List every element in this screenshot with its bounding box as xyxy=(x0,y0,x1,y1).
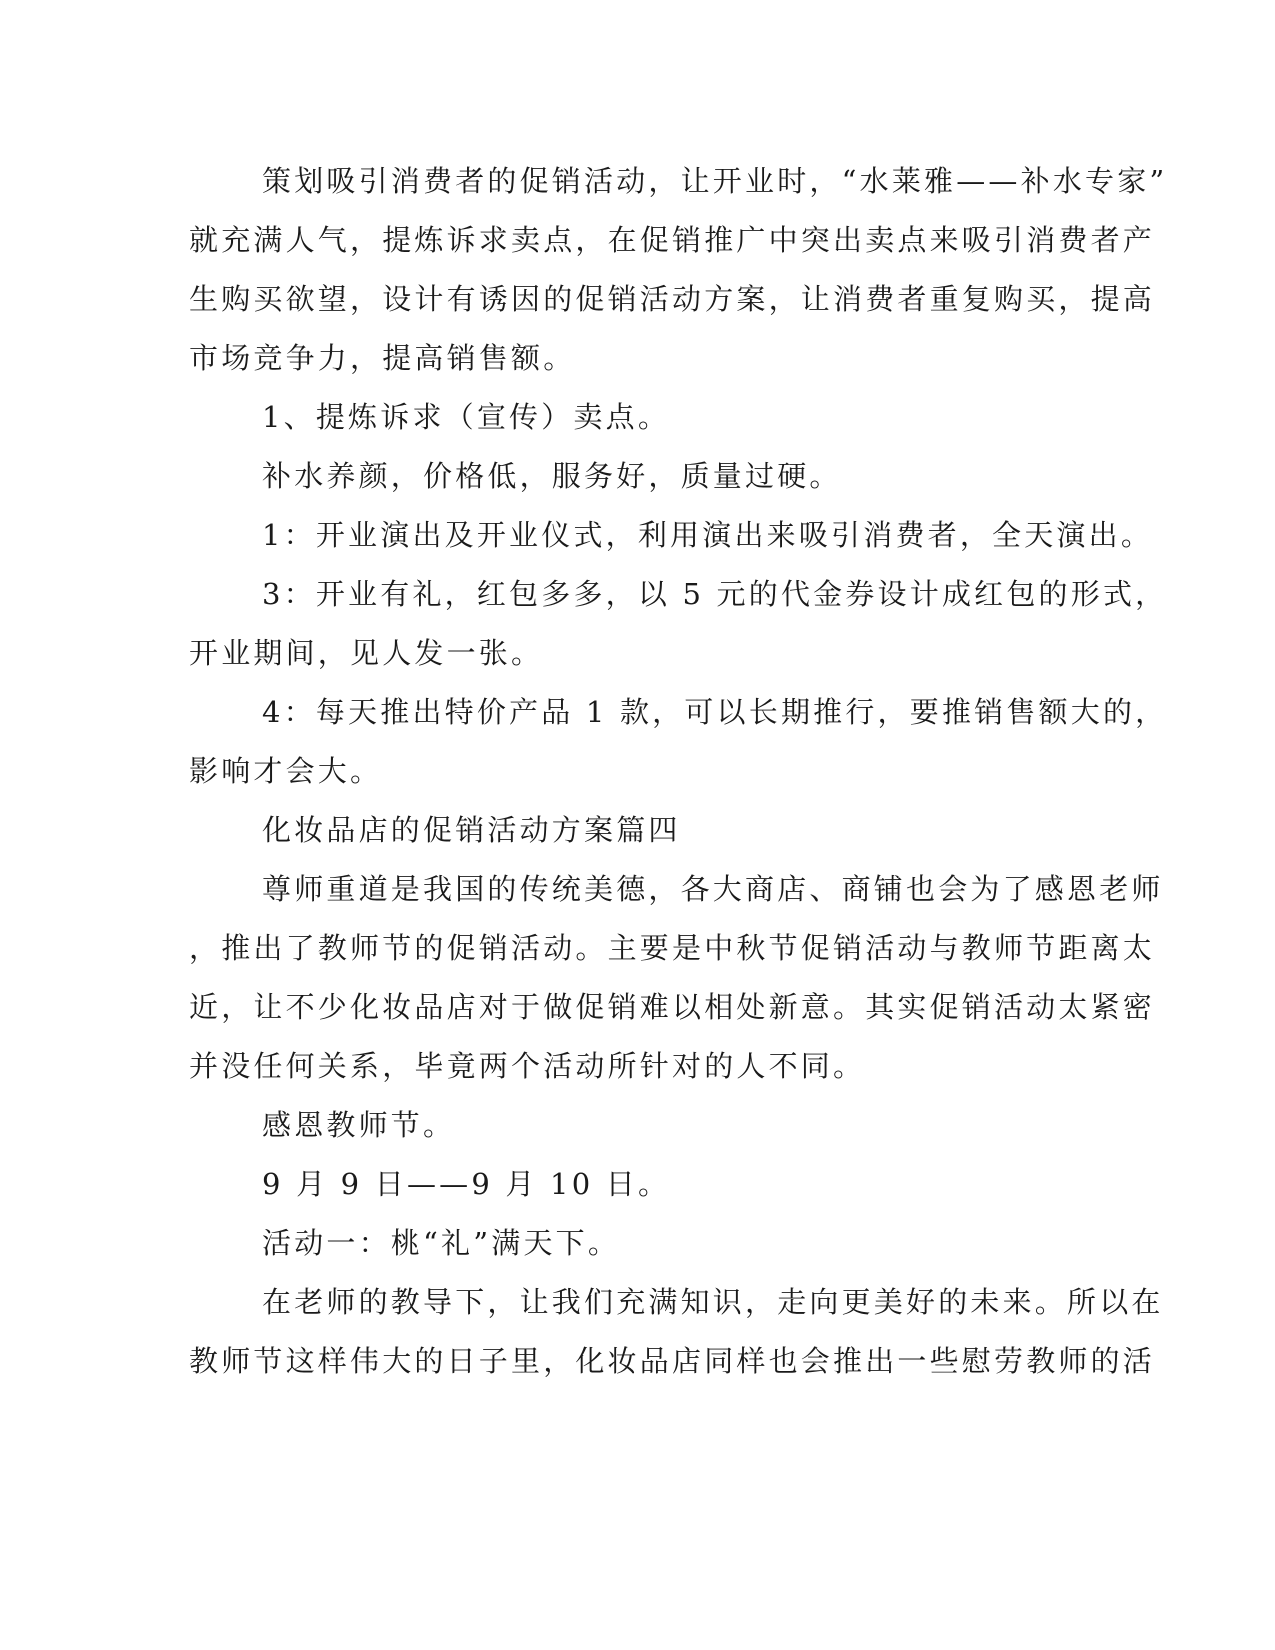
paragraph-line: 感恩教师节。 xyxy=(262,1108,456,1142)
paragraph-line: 开业期间，见人发一张。 xyxy=(189,636,544,670)
paragraph-line: 教师节这样伟大的日子里，化妆品店同样也会推出一些慰劳教师的活 xyxy=(189,1344,1156,1378)
paragraph-line: 就充满人气，提炼诉求卖点，在促销推广中突出卖点来吸引消费者产 xyxy=(189,223,1156,257)
paragraph-line: 影响才会大。 xyxy=(189,754,383,788)
paragraph-line: 活动一：桃“礼”满天下。 xyxy=(262,1226,621,1260)
paragraph-line: 4：每天推出特价产品 1 款，可以长期推行，要推销售额大的， xyxy=(262,695,1168,729)
paragraph-line: 尊师重道是我国的传统美德，各大商店、商铺也会为了感恩老师 xyxy=(262,872,1164,906)
paragraph-line: 近，让不少化妆品店对于做促销难以相处新意。其实促销活动太紧密 xyxy=(189,990,1156,1024)
paragraph-line: 3：开业有礼，红包多多，以 5 元的代金券设计成红包的形式， xyxy=(262,577,1168,611)
paragraph-line: 市场竞争力，提高销售额。 xyxy=(189,341,576,375)
paragraph-line: 1、提炼诉求（宣传）卖点。 xyxy=(262,400,671,434)
section-heading: 化妆品店的促销活动方案篇四 xyxy=(262,813,681,847)
paragraph-line: 策划吸引消费者的促销活动，让开业时，“水莱雅——补水专家” xyxy=(262,164,1168,198)
paragraph-line: 9 月 9 日——9 月 10 日。 xyxy=(262,1167,671,1201)
paragraph-line: 1：开业演出及开业仪式，利用演出来吸引消费者，全天演出。 xyxy=(262,518,1154,552)
paragraph-line: 并没任何关系，毕竟两个活动所针对的人不同。 xyxy=(189,1049,866,1083)
paragraph-line: ，推出了教师节的促销活动。主要是中秋节促销活动与教师节距离太 xyxy=(189,931,1156,965)
paragraph-line: 生购买欲望，设计有诱因的促销活动方案，让消费者重复购买，提高 xyxy=(189,282,1156,316)
paragraph-line: 在老师的教导下，让我们充满知识，走向更美好的未来。所以在 xyxy=(262,1285,1164,1319)
paragraph-line: 补水养颜，价格低，服务好，质量过硬。 xyxy=(262,459,842,493)
